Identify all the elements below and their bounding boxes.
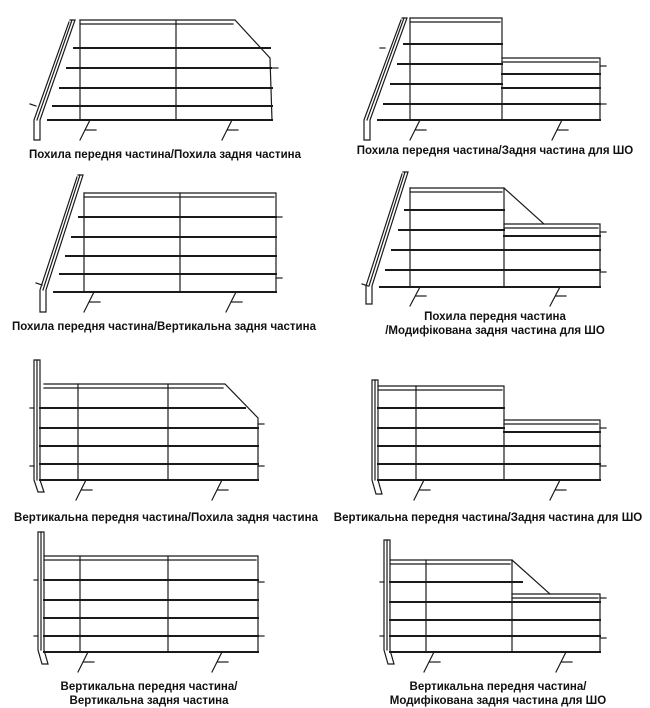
top-rail: [410, 188, 544, 224]
caption-vertical-front-vertical-rear: Вертикальна передня частина/ Вертикальна задня частина: [60, 681, 238, 707]
panel-vertical-front-sloped-rear: [30, 360, 264, 500]
top-rail: [378, 386, 504, 480]
front-mount-tick: [30, 104, 36, 106]
caption-vertical-front-modified-rear-hbc: Вертикальна передня частина/ Модифікована задня частина для ШО: [389, 681, 607, 707]
front-post: [372, 380, 382, 494]
panel-sloped-front-vertical-rear: [36, 175, 282, 312]
caption-sloped-front-rear-hbc: Похила передня частина/Задня частина для ШО: [356, 145, 634, 157]
panel-sloped-front-rear-hbc: [364, 18, 606, 140]
panel-vertical-front-vertical-rear: [34, 532, 264, 672]
panel-vertical-front-rear-hbc: [372, 380, 606, 500]
caption-vertical-front-sloped-rear: Вертикальна передня частина/Похила задня частина: [14, 512, 318, 524]
panel-sloped-front-modified-rear-hbc: [362, 172, 606, 306]
top-rail: [390, 560, 550, 594]
caption-sloped-front-sloped-rear: Похила передня частина/Похила задня частина: [29, 149, 301, 161]
front-post: [364, 18, 407, 140]
front-post: [34, 20, 75, 140]
top-rail: [44, 556, 258, 652]
front-post: [34, 360, 44, 492]
front-post: [366, 172, 408, 304]
panel-sloped-front-sloped-rear: [30, 20, 278, 140]
top-rail: [44, 384, 258, 480]
caption-vertical-front-rear-hbc: Вертикальна передня частина/Задня частина для ШО: [333, 512, 643, 524]
panel-vertical-front-modified-rear-hbc: [380, 540, 606, 672]
front-post: [38, 532, 48, 664]
caption-sloped-front-vertical-rear: Похила передня частина/Вертикальна задня частина: [12, 321, 316, 333]
caption-sloped-front-modified-rear-hbc: Похила передня частина /Модифікована задня частина для ШО: [385, 311, 605, 337]
